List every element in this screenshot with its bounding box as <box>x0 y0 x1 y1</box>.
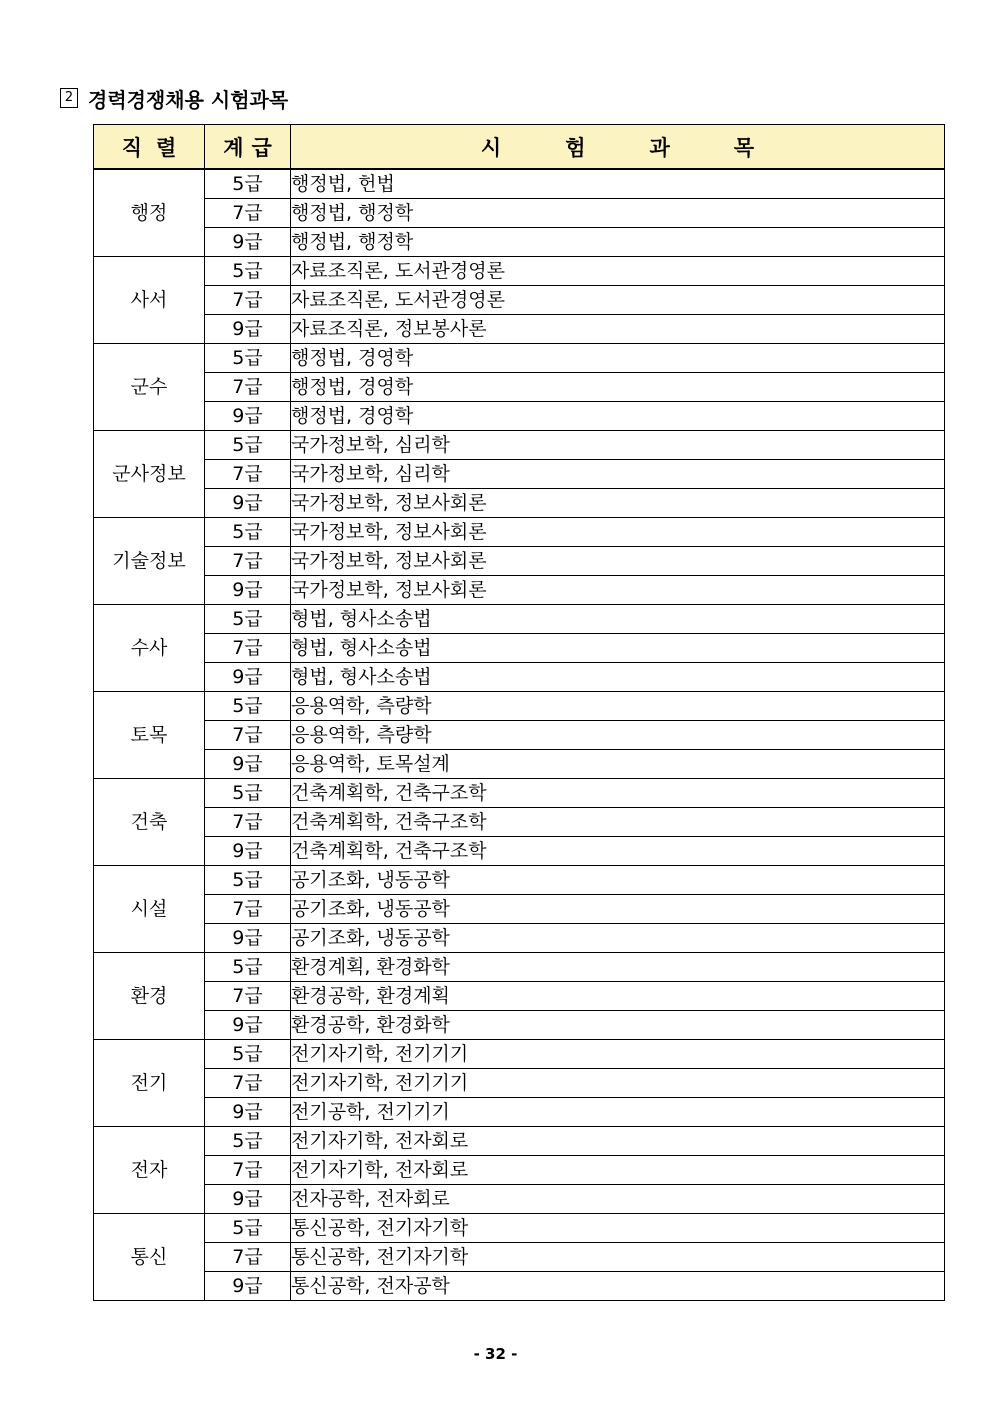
table-row <box>94 779 945 808</box>
grade-cell: 7급 <box>205 547 291 576</box>
grade-cell: 9급 <box>205 315 291 344</box>
subjects-cell: 환경공학, 환경화학 <box>291 1011 945 1040</box>
table-row <box>94 1243 945 1272</box>
grade-cell: 9급 <box>205 1011 291 1040</box>
job-series-cell: 수사 <box>94 605 205 692</box>
subjects-cell: 국가정보학, 심리학 <box>291 460 945 489</box>
grade-cell: 5급 <box>205 1214 291 1243</box>
subjects-cell: 응용역학, 토목설계 <box>291 750 945 779</box>
table-row <box>94 373 945 402</box>
grade-cell: 5급 <box>205 431 291 460</box>
grade-cell: 5급 <box>205 344 291 373</box>
job-series-cell: 건축 <box>94 779 205 866</box>
table-row <box>94 344 945 373</box>
job-series-cell: 군사정보 <box>94 431 205 518</box>
table-body <box>94 169 945 1301</box>
grade-cell: 5급 <box>205 953 291 982</box>
grade-cell: 7급 <box>205 460 291 489</box>
grade-cell: 7급 <box>205 721 291 750</box>
subjects-cell: 자료조직론, 도서관경영론 <box>291 286 945 315</box>
subjects-cell: 자료조직론, 도서관경영론 <box>291 257 945 286</box>
table-row <box>94 1272 945 1301</box>
table-row <box>94 489 945 518</box>
table-row <box>94 547 945 576</box>
subjects-cell: 응용역학, 측량학 <box>291 692 945 721</box>
subjects-cell: 행정법, 경영학 <box>291 344 945 373</box>
job-series-cell: 행정 <box>94 169 205 257</box>
subjects-cell: 형법, 형사소송법 <box>291 605 945 634</box>
job-series-cell: 토목 <box>94 692 205 779</box>
subjects-cell: 환경계획, 환경화학 <box>291 953 945 982</box>
table-row <box>94 576 945 605</box>
grade-cell: 9급 <box>205 837 291 866</box>
grade-cell: 5급 <box>205 605 291 634</box>
table-row <box>94 199 945 228</box>
subjects-cell: 행정법, 경영학 <box>291 402 945 431</box>
grade-cell: 5급 <box>205 518 291 547</box>
subjects-cell: 행정법, 행정학 <box>291 199 945 228</box>
table-row <box>94 1040 945 1069</box>
grade-cell: 9급 <box>205 663 291 692</box>
table-row <box>94 1069 945 1098</box>
subjects-cell: 전기공학, 전기기기 <box>291 1098 945 1127</box>
table-row <box>94 1127 945 1156</box>
subjects-cell: 공기조화, 냉동공학 <box>291 895 945 924</box>
table-row <box>94 257 945 286</box>
grade-cell: 7급 <box>205 982 291 1011</box>
table-row <box>94 1098 945 1127</box>
table-row <box>94 1011 945 1040</box>
grade-cell: 7급 <box>205 373 291 402</box>
subjects-cell: 전기자기학, 전기기기 <box>291 1040 945 1069</box>
header-subjects: 시험과목 <box>291 125 945 170</box>
subjects-cell: 전기자기학, 전자회로 <box>291 1127 945 1156</box>
subjects-cell: 통신공학, 전자공학 <box>291 1272 945 1301</box>
subjects-cell: 국가정보학, 심리학 <box>291 431 945 460</box>
grade-cell: 5급 <box>205 692 291 721</box>
subjects-cell: 형법, 형사소송법 <box>291 663 945 692</box>
subjects-cell: 국가정보학, 정보사회론 <box>291 547 945 576</box>
grade-cell: 9급 <box>205 1185 291 1214</box>
exam-subjects-table <box>93 124 945 1301</box>
subjects-cell: 전기자기학, 전자회로 <box>291 1156 945 1185</box>
grade-cell: 7급 <box>205 1156 291 1185</box>
table-row <box>94 402 945 431</box>
table-row <box>94 228 945 257</box>
subjects-cell: 자료조직론, 정보봉사론 <box>291 315 945 344</box>
table-row <box>94 750 945 779</box>
grade-cell: 9급 <box>205 402 291 431</box>
section-title: 경력경쟁채용 시험과목 <box>88 87 289 112</box>
table-row <box>94 721 945 750</box>
table-row <box>94 895 945 924</box>
grade-cell: 7급 <box>205 634 291 663</box>
grade-cell: 5급 <box>205 779 291 808</box>
table-row <box>94 924 945 953</box>
grade-cell: 7급 <box>205 286 291 315</box>
job-series-cell: 통신 <box>94 1214 205 1301</box>
section-heading <box>60 84 288 112</box>
grade-cell: 5급 <box>205 1127 291 1156</box>
grade-cell: 5급 <box>205 1040 291 1069</box>
job-series-cell: 전기 <box>94 1040 205 1127</box>
grade-cell: 7급 <box>205 1243 291 1272</box>
subjects-cell: 건축계획학, 건축구조학 <box>291 779 945 808</box>
subjects-cell: 건축계획학, 건축구조학 <box>291 808 945 837</box>
table-row <box>94 663 945 692</box>
grade-cell: 9급 <box>205 576 291 605</box>
grade-cell: 9급 <box>205 1272 291 1301</box>
grade-cell: 9급 <box>205 924 291 953</box>
job-series-cell: 시설 <box>94 866 205 953</box>
table-row <box>94 634 945 663</box>
table-row <box>94 1185 945 1214</box>
table-row <box>94 605 945 634</box>
job-series-cell: 군수 <box>94 344 205 431</box>
grade-cell: 9급 <box>205 489 291 518</box>
section-number-box: 2 <box>60 88 78 108</box>
subjects-cell: 국가정보학, 정보사회론 <box>291 576 945 605</box>
table-row <box>94 1214 945 1243</box>
table-row <box>94 169 945 199</box>
grade-cell: 7급 <box>205 895 291 924</box>
subjects-cell: 전자공학, 전자회로 <box>291 1185 945 1214</box>
header-grade: 계급 <box>205 125 291 170</box>
job-series-cell: 전자 <box>94 1127 205 1214</box>
table-row <box>94 692 945 721</box>
table-row <box>94 315 945 344</box>
subjects-cell: 국가정보학, 정보사회론 <box>291 489 945 518</box>
subjects-cell: 공기조화, 냉동공학 <box>291 924 945 953</box>
grade-cell: 7급 <box>205 199 291 228</box>
job-series-cell: 사서 <box>94 257 205 344</box>
table-row <box>94 460 945 489</box>
grade-cell: 9급 <box>205 750 291 779</box>
table-row <box>94 953 945 982</box>
table-row <box>94 1156 945 1185</box>
table-row <box>94 982 945 1011</box>
subjects-cell: 행정법, 경영학 <box>291 373 945 402</box>
subjects-cell: 건축계획학, 건축구조학 <box>291 837 945 866</box>
header-job: 직렬 <box>94 125 205 170</box>
subjects-cell: 환경공학, 환경계획 <box>291 982 945 1011</box>
subjects-cell: 행정법, 헌법 <box>291 169 945 199</box>
grade-cell: 5급 <box>205 257 291 286</box>
subjects-cell: 공기조화, 냉동공학 <box>291 866 945 895</box>
job-series-cell: 기술정보 <box>94 518 205 605</box>
job-series-cell: 환경 <box>94 953 205 1040</box>
table-row <box>94 518 945 547</box>
grade-cell: 7급 <box>205 808 291 837</box>
table-header-row <box>94 125 945 170</box>
table-row <box>94 866 945 895</box>
subjects-cell: 형법, 형사소송법 <box>291 634 945 663</box>
table-row <box>94 286 945 315</box>
page-number: - 32 - <box>473 1345 518 1363</box>
subjects-cell: 국가정보학, 정보사회론 <box>291 518 945 547</box>
grade-cell: 5급 <box>205 169 291 199</box>
subjects-cell: 응용역학, 측량학 <box>291 721 945 750</box>
grade-cell: 7급 <box>205 1069 291 1098</box>
grade-cell: 9급 <box>205 1098 291 1127</box>
subjects-cell: 통신공학, 전기자기학 <box>291 1243 945 1272</box>
table-row <box>94 837 945 866</box>
table-row <box>94 431 945 460</box>
subjects-cell: 행정법, 행정학 <box>291 228 945 257</box>
grade-cell: 5급 <box>205 866 291 895</box>
table-row <box>94 808 945 837</box>
grade-cell: 9급 <box>205 228 291 257</box>
subjects-cell: 전기자기학, 전기기기 <box>291 1069 945 1098</box>
subjects-cell: 통신공학, 전기자기학 <box>291 1214 945 1243</box>
